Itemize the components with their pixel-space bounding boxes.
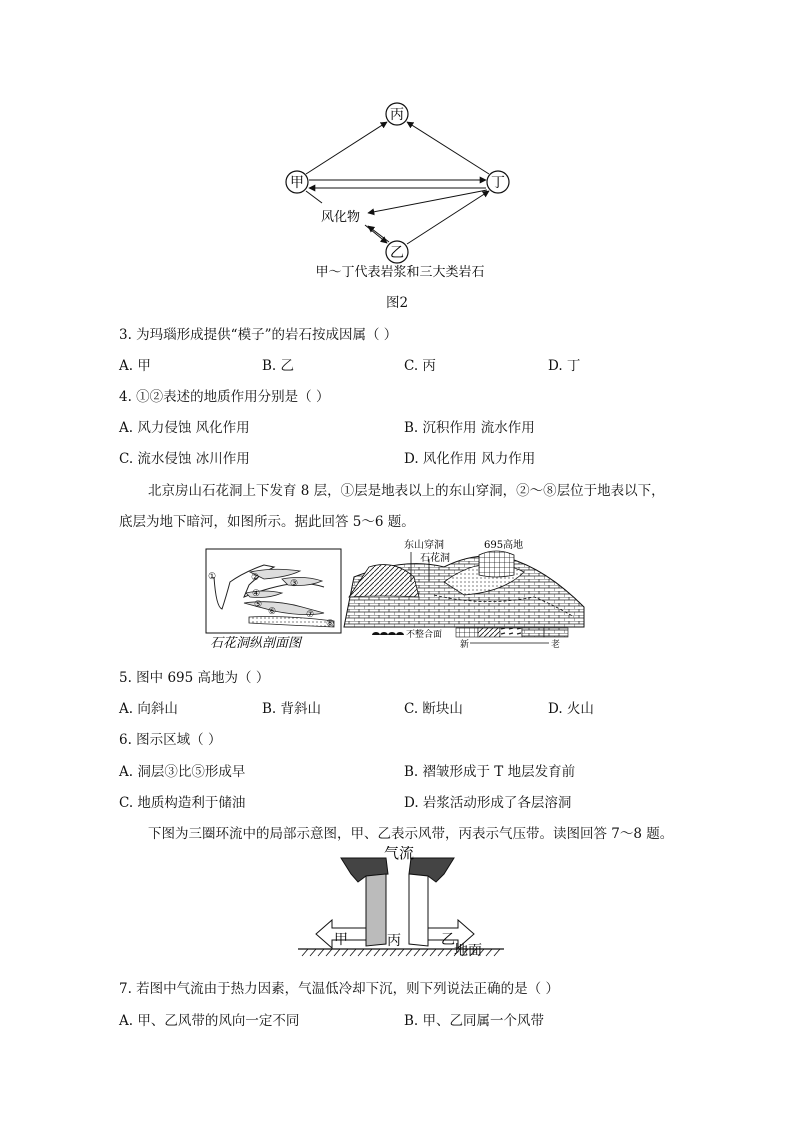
- node-ding-label: 丁: [491, 175, 505, 191]
- question-6-option-a[interactable]: A. 洞层③比⑤形成早: [119, 764, 246, 780]
- question-3-option-a[interactable]: A. 甲: [119, 358, 151, 374]
- question-3-option-d[interactable]: D. 丁: [548, 358, 581, 374]
- label-bing-pressure: 丙: [387, 933, 401, 949]
- unconformity-symbol: [372, 632, 404, 635]
- question-7-stem: 7. 若图中气流由于热力因素，气温低冷却下沉，则下列说法正确的是（ ）: [119, 981, 559, 997]
- question-5-stem: 5. 图中 695 高地为（ ）: [119, 670, 270, 686]
- label-ground: 地面: [454, 943, 482, 959]
- question-6-stem: 6. 图示区域（ ）: [119, 732, 222, 748]
- rock-cycle-diagram: [270, 95, 530, 285]
- passage-1-line-2: 底层为地下暗河，如图所示。据此回答 5～6 题。: [119, 514, 415, 530]
- layer-marker-2: ②: [251, 573, 260, 583]
- question-6-option-c[interactable]: C. 地质构造利于储油: [119, 795, 246, 811]
- question-3-stem: 3. 为玛瑙形成提供“模子”的岩石按成因属（ ）: [119, 327, 398, 343]
- figure-inner-caption: 甲～丁代表岩浆和三大类岩石: [315, 265, 485, 280]
- legend-old: 老: [551, 640, 561, 650]
- question-7-option-b[interactable]: B. 甲、乙同属一个风带: [404, 1013, 545, 1029]
- question-5-option-d[interactable]: D. 火山: [548, 701, 594, 717]
- cave-geology-diagram: [204, 537, 594, 652]
- arrow-ding-to-weathering: [368, 190, 487, 213]
- layer-marker-1: ①: [208, 572, 217, 582]
- layer-marker-5: ⑤: [254, 600, 263, 610]
- question-5-option-a[interactable]: A. 向斜山: [119, 701, 178, 717]
- label-airflow: 气流: [384, 846, 415, 862]
- arrow-jia-to-weathering: [306, 191, 322, 203]
- layer-marker-7: ⑦: [306, 610, 315, 620]
- question-6-option-b[interactable]: B. 褶皱形成于 T 地层发育前: [404, 764, 576, 780]
- label-jia-wind: 甲: [334, 932, 348, 948]
- question-3-option-c[interactable]: C. 丙: [404, 358, 436, 374]
- layer-marker-8: ⑧: [326, 619, 335, 629]
- layer-marker-3: ③: [290, 579, 299, 589]
- layer-marker-4: ④: [252, 589, 261, 599]
- label-695-highland: 695高地: [484, 540, 524, 551]
- arrow-ding-to-bing: [407, 122, 489, 174]
- arrow-weathering-to-yi: [365, 225, 387, 243]
- inset-caption: 石花洞纵剖面图: [210, 636, 302, 651]
- arrow-yi-to-ding: [407, 191, 489, 244]
- node-jia-label: 甲: [290, 175, 304, 191]
- figure-caption: 图2: [386, 295, 409, 311]
- question-6-option-d[interactable]: D. 岩浆活动形成了各层溶洞: [404, 795, 572, 811]
- question-4-stem: 4. ①②表述的地质作用分别是（ ）: [119, 389, 330, 405]
- right-descending-shaft: [409, 874, 428, 946]
- label-yi-wind: 乙: [441, 932, 455, 948]
- question-7-option-a[interactable]: A. 甲、乙风带的风向一定不同: [119, 1013, 300, 1029]
- circulation-diagram: [296, 846, 506, 961]
- legend-unconformity: 不整合面: [406, 630, 443, 640]
- node-bing-label: 丙: [390, 107, 404, 123]
- weathering-label: 风化物: [321, 210, 361, 225]
- node-yi-label: 乙: [390, 245, 404, 261]
- question-3-option-b[interactable]: B. 乙: [262, 358, 295, 374]
- question-4-option-d[interactable]: D. 风化作用 风力作用: [404, 451, 536, 467]
- passage-1-line-1: 北京房山石花洞上下发育 8 层，①层是地表以上的东山穿洞，②～⑧层位于地表以下，: [148, 483, 665, 499]
- question-4-option-a[interactable]: A. 风力侵蚀 风化作用: [119, 420, 250, 436]
- passage-2-line-1: 下图为三圈环流中的局部示意图，甲、乙表示风带，丙表示气压带。读图回答 7～8 题。: [148, 826, 674, 842]
- question-5-option-b[interactable]: B. 背斜山: [262, 701, 322, 717]
- question-4-option-c[interactable]: C. 流水侵蚀 冰川作用: [119, 451, 250, 467]
- arrow-yi-to-weathering: [368, 226, 389, 242]
- layer-marker-6: ⑥: [268, 607, 277, 617]
- label-dongshan-cave: 东山穿洞: [404, 540, 444, 551]
- question-4-option-b[interactable]: B. 沉积作用 流水作用: [404, 420, 535, 436]
- legend-new: 新: [460, 640, 470, 650]
- label-shihua-cave: 石花洞: [420, 553, 450, 564]
- left-descending-shaft: [366, 874, 386, 946]
- arrow-jia-to-bing: [306, 122, 387, 174]
- question-5-option-c[interactable]: C. 断块山: [404, 701, 463, 717]
